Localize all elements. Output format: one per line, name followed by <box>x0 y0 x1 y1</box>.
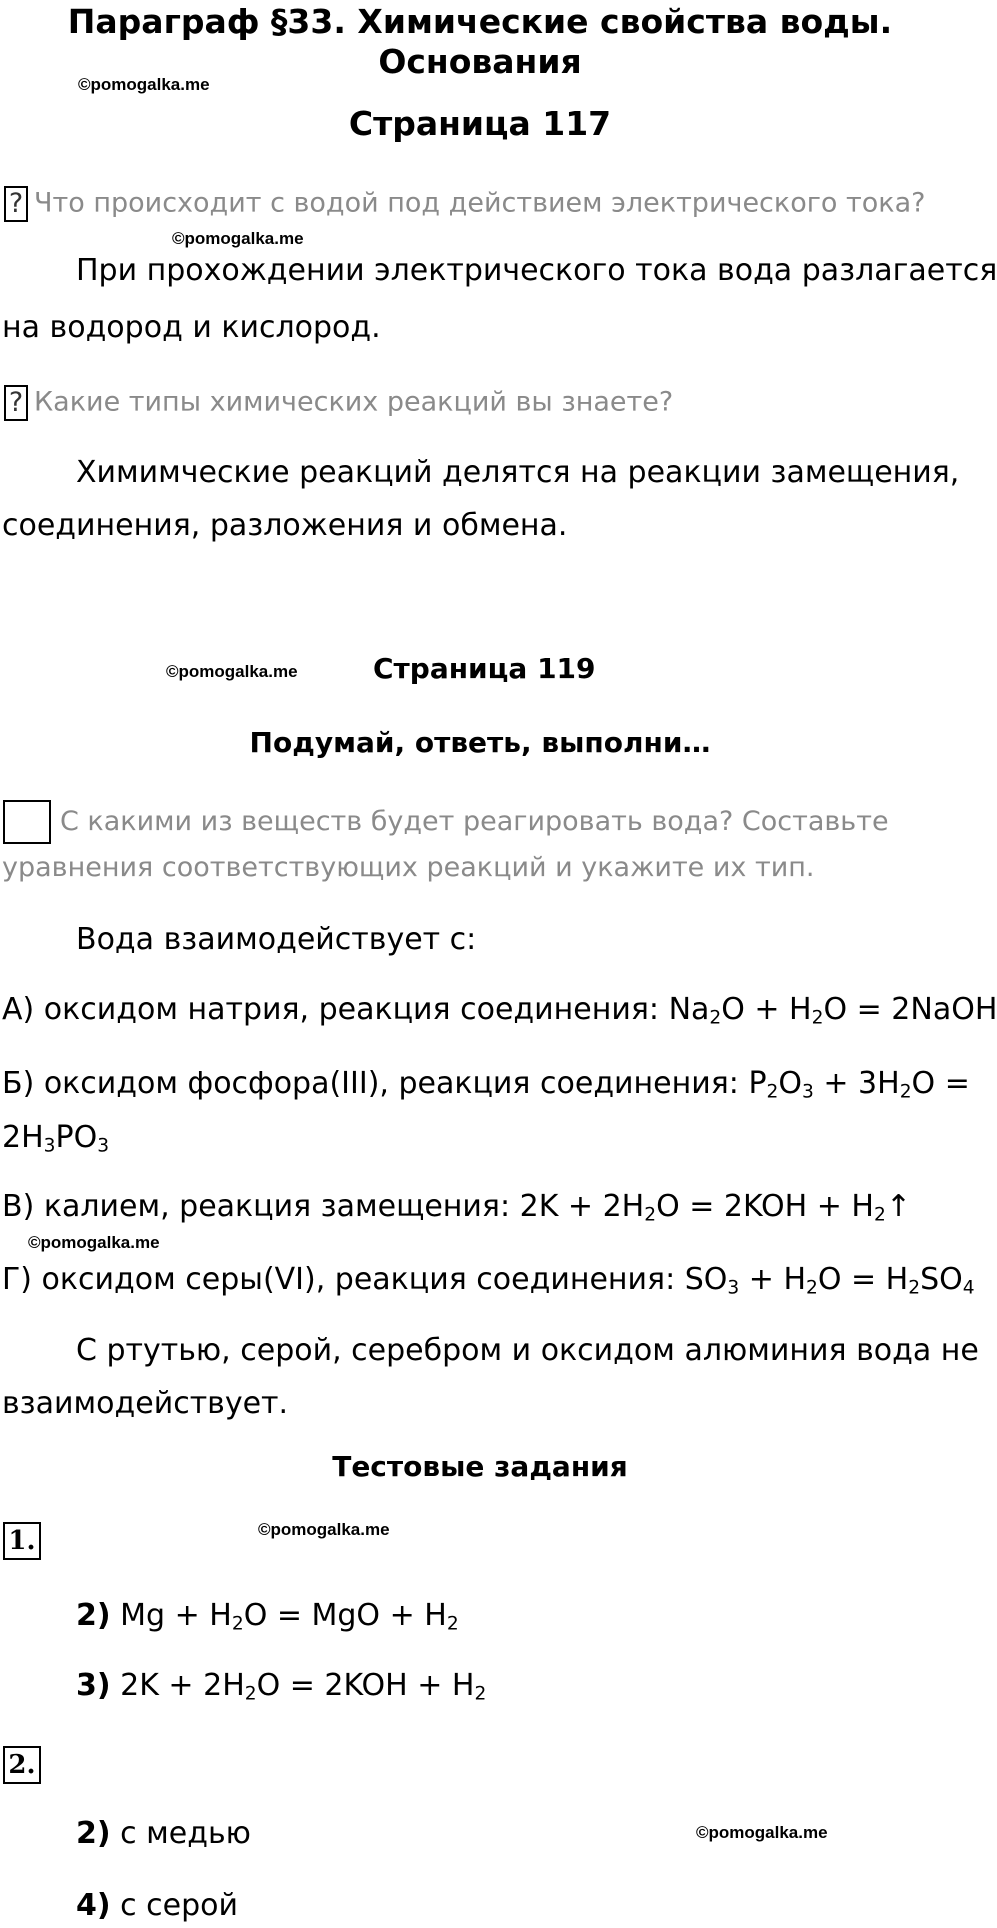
page-title-line2: Основания <box>378 42 582 81</box>
question-2-text: Какие типы химических реакций вы знаете? <box>34 386 674 418</box>
conclusion-line1: С ртутью, серой, серебром и оксидом алюминия вода не <box>76 1333 979 1368</box>
answer-2-line1: Химимческие реакций делятся на реакции замещения, <box>76 455 960 490</box>
test-2-option-4 <box>76 1888 238 1923</box>
answer-b-label: Б) оксидом фосфора(III), реакция соединения: <box>2 1066 739 1101</box>
test-2-number: 2. <box>3 1746 41 1784</box>
question-mark-icon: ? <box>4 385 28 421</box>
answer-b <box>2 1066 970 1103</box>
page-119-heading: Страница 119 <box>373 652 596 685</box>
test-1-option-2 <box>76 1598 459 1635</box>
test-2-option-2 <box>76 1816 251 1851</box>
answer-a <box>2 992 997 1029</box>
answer-1-line2: на водород и кислород. <box>2 310 381 345</box>
equation-v: $2K + 2H_2O = 2KOH$ + $H_2↑$ <box>519 1189 911 1226</box>
answer-2-line2: соединения, разложения и обмена. <box>2 508 568 543</box>
equation-b: $P_2O_3 + 3H_2O$ = <box>748 1066 970 1103</box>
conclusion-line2: взаимодействует. <box>2 1386 289 1421</box>
answer-g-label: Г) оксидом серы(VI), реакция соединения: <box>2 1262 676 1297</box>
page-119-subheading: Подумай, ответь, выполни… <box>249 726 711 759</box>
answer-a-label: А) оксидом натрия, реакция соединения: <box>2 992 660 1027</box>
option-equation: $Mg + H_2O$ = MgO + $H_2$ <box>120 1598 459 1635</box>
test-1-option-3 <box>76 1668 486 1705</box>
watermark: ©pomogalka.me <box>696 1823 828 1842</box>
watermark: ©pomogalka.me <box>28 1233 160 1252</box>
option-equation: $2K + 2H_2O = 2KOH + H_2$ <box>120 1668 487 1705</box>
question-mark-icon: ? <box>4 186 28 222</box>
equation-a: $Na_2O + H_2O$ = 2NaOH <box>668 992 997 1029</box>
question-2 <box>4 385 673 421</box>
answer-v-label: В) калием, реакция замещения: <box>2 1189 511 1224</box>
equation-g: $SO_3 + H_2O = H_2SO_4$ <box>684 1262 975 1299</box>
answer-v <box>2 1189 911 1226</box>
answer-1-line1: При прохождении электрического тока вода разлагается <box>76 253 997 288</box>
task-line2: уравнения соответствующих реакций и укажите их тип. <box>2 852 815 883</box>
page-117-heading: Страница 117 <box>348 104 612 143</box>
watermark: ©pomogalka.me <box>258 1520 390 1539</box>
test-1-number: 1. <box>3 1522 41 1560</box>
option-text: с медью <box>120 1816 251 1851</box>
option-number: 4) <box>76 1888 111 1923</box>
question-1-text: Что происходит с водой под действием электрического тока? <box>34 187 926 219</box>
task-checkbox <box>3 800 51 844</box>
page-title-line1: Параграф §33. Химические свойства воды. <box>67 2 893 41</box>
equation-b-continued: $2H_3PO_3$ <box>2 1120 110 1157</box>
option-number: 3) <box>76 1668 111 1703</box>
question-1 <box>4 186 925 222</box>
option-number: 2) <box>76 1598 111 1633</box>
tests-heading: Тестовые задания <box>332 1450 628 1483</box>
option-number: 2) <box>76 1816 111 1851</box>
option-text: с серой <box>120 1888 239 1923</box>
watermark: ©pomogalka.me <box>78 75 210 94</box>
watermark: ©pomogalka.me <box>166 662 298 681</box>
task-line1: С какими из веществ будет реагировать вода? Составьте <box>60 806 889 837</box>
watermark: ©pomogalka.me <box>172 229 304 248</box>
answer-intro: Вода взаимодействует с: <box>76 922 477 957</box>
answer-g <box>2 1262 975 1299</box>
